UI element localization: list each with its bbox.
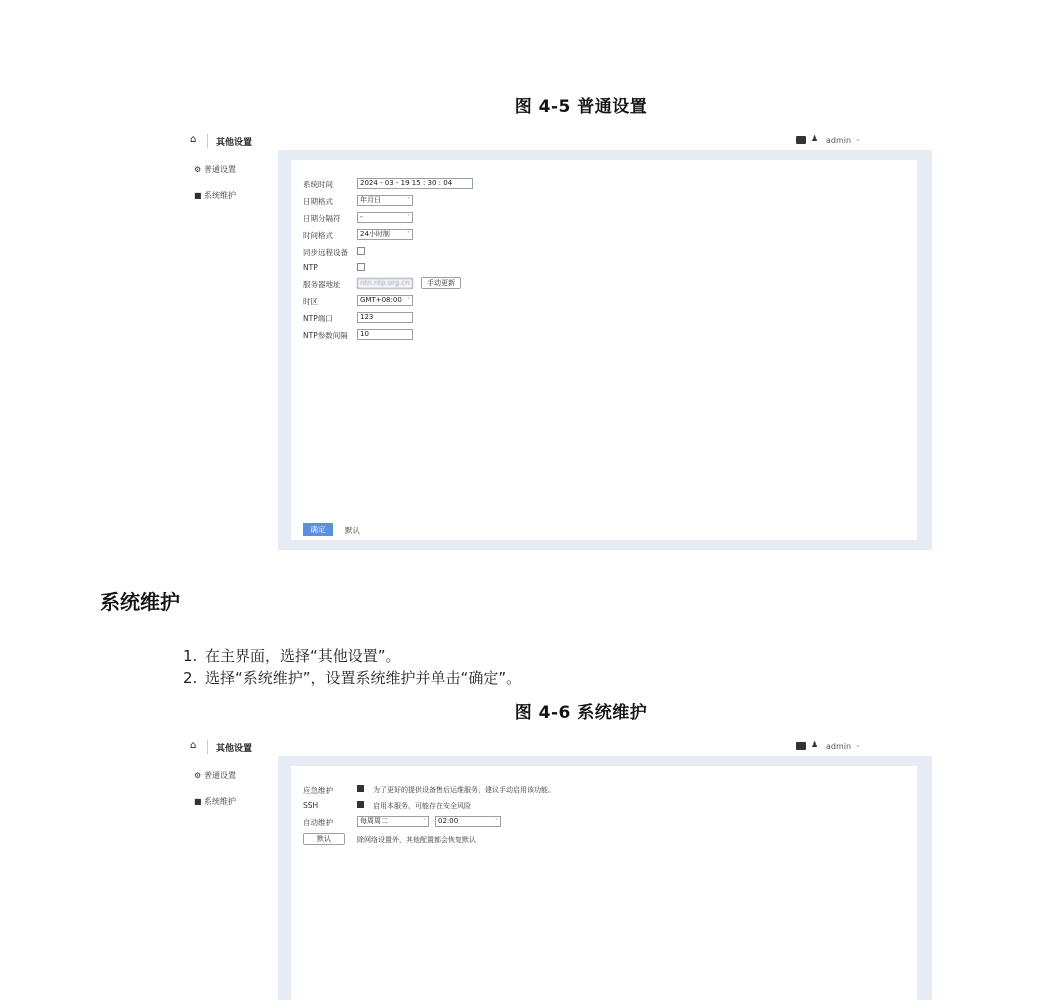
- field-label: 自动维护: [303, 818, 333, 827]
- figure-caption-2: 图 4-6 系统维护: [514, 703, 648, 723]
- auto-maintenance-time-select[interactable]: [435, 816, 501, 827]
- sidebar-item-maintenance[interactable]: [194, 796, 236, 807]
- sync-remote-checkbox[interactable]: [357, 247, 365, 255]
- ntp-checkbox[interactable]: [357, 263, 365, 271]
- field-label: 时区: [303, 297, 318, 306]
- field-description: 启用本服务，可能存在安全风险: [373, 802, 471, 810]
- user-icon: ♟: [811, 740, 819, 749]
- field-label: NTP: [303, 263, 318, 272]
- field-label: 服务器地址: [303, 280, 341, 289]
- date-separator-select[interactable]: [357, 212, 413, 223]
- camera-icon[interactable]: [796, 742, 806, 750]
- camera-icon[interactable]: [796, 136, 806, 144]
- sidebar-item-label: 系统维护: [204, 191, 236, 200]
- steps-list: [183, 645, 521, 689]
- username[interactable]: admin: [826, 742, 852, 751]
- sidebar-item-label: 普通设置: [204, 165, 236, 174]
- field-label: NTP端口: [303, 314, 333, 323]
- field-value: -: [360, 213, 363, 221]
- figure-caption-1: 图 4-5 普通设置: [514, 97, 648, 117]
- truck-icon: ■: [194, 797, 202, 806]
- username[interactable]: admin: [826, 136, 852, 145]
- field-value: ntn.ntp.org.cn: [360, 279, 410, 287]
- section-heading: 系统维护: [100, 590, 180, 614]
- screenshot-general-settings: [180, 130, 932, 554]
- step-number: 1.: [183, 647, 198, 665]
- chevron-down-icon: ˅: [407, 231, 410, 238]
- field-label: NTP参数间隔: [303, 331, 348, 340]
- chevron-down-icon: ˅: [407, 297, 410, 304]
- sidebar-item-label: 系统维护: [204, 797, 236, 806]
- content-frame: [278, 756, 932, 1000]
- sidebar: [180, 758, 278, 998]
- divider: [207, 134, 208, 148]
- time-format-select[interactable]: [357, 229, 413, 240]
- timezone-select[interactable]: [357, 295, 413, 306]
- chevron-down-icon: ˅: [495, 818, 498, 825]
- home-icon[interactable]: ⌂: [190, 134, 197, 145]
- action-bar: [291, 518, 917, 540]
- field-value: 24小时制: [360, 230, 390, 238]
- emergency-maintenance-checkbox[interactable]: [357, 785, 364, 792]
- home-icon[interactable]: ⌂: [190, 740, 197, 751]
- field-value: 每周周二: [360, 817, 388, 825]
- top-bar: [180, 130, 932, 152]
- system-time-input[interactable]: [357, 178, 473, 189]
- field-label: 日期分隔符: [303, 214, 341, 223]
- ssh-checkbox[interactable]: [357, 801, 364, 808]
- field-value: GMT+08:00: [360, 296, 402, 304]
- chevron-down-icon: ˅: [407, 214, 410, 221]
- field-value: 年月日: [360, 196, 381, 204]
- field-value: 123: [360, 313, 374, 321]
- field-label: 时间格式: [303, 231, 333, 240]
- confirm-button[interactable]: 确定: [303, 523, 333, 536]
- chevron-down-icon: ˅: [423, 818, 426, 825]
- auto-maintenance-day-select[interactable]: [357, 816, 429, 827]
- default-button[interactable]: 默认: [345, 526, 360, 535]
- ntp-port-input[interactable]: [357, 312, 413, 323]
- sidebar-item-maintenance[interactable]: [194, 190, 236, 201]
- maintenance-panel: [291, 766, 917, 1000]
- manual-update-button[interactable]: 手动更新: [421, 277, 461, 289]
- field-label: 同步远程设备: [303, 248, 348, 257]
- step-text: 在主界面，选择“其他设置”。: [205, 647, 401, 665]
- field-description: 为了更好的提供设备售后运维服务，建议手动启用该功能。: [373, 786, 555, 794]
- step-number: 2.: [183, 669, 198, 687]
- content-frame: [278, 150, 932, 550]
- page-title: 其他设置: [216, 744, 253, 754]
- date-format-select[interactable]: [357, 195, 413, 206]
- sidebar-item-label: 普通设置: [204, 771, 236, 780]
- restore-default-button[interactable]: 默认: [303, 833, 345, 845]
- chevron-down-icon[interactable]: ⌄: [855, 135, 861, 143]
- step-item: [183, 645, 521, 667]
- screenshot-system-maintenance: [180, 736, 932, 1000]
- chevron-down-icon: ˅: [407, 197, 410, 204]
- page-title: 其他设置: [216, 138, 253, 148]
- gear-icon: ⚙: [194, 165, 202, 174]
- truck-icon: ■: [194, 191, 202, 200]
- sidebar-item-general[interactable]: [194, 770, 236, 781]
- step-text: 选择“系统维护”，设置系统维护并单击“确定”。: [205, 669, 522, 687]
- field-label: SSH: [303, 801, 319, 810]
- gear-icon: ⚙: [194, 771, 202, 780]
- field-description: 除网络设置外，其他配置都会恢复默认: [357, 836, 476, 844]
- top-bar: [180, 736, 932, 758]
- field-label: 日期格式: [303, 197, 333, 206]
- field-value: 02:00: [438, 817, 459, 825]
- sidebar-item-general[interactable]: [194, 164, 236, 175]
- field-value: 10: [360, 330, 369, 338]
- user-icon: ♟: [811, 134, 819, 143]
- server-address-input[interactable]: [357, 278, 413, 289]
- chevron-down-icon[interactable]: ⌄: [855, 741, 861, 749]
- step-item: [183, 667, 521, 689]
- settings-panel: [291, 160, 917, 518]
- field-label: 应急维护: [303, 786, 333, 795]
- ntp-interval-input[interactable]: [357, 329, 413, 340]
- divider: [207, 740, 208, 754]
- sidebar: [180, 152, 278, 572]
- field-label: 系统时间: [303, 180, 333, 189]
- field-value: 2024 - 03 - 19 15 : 30 : 04: [360, 179, 453, 187]
